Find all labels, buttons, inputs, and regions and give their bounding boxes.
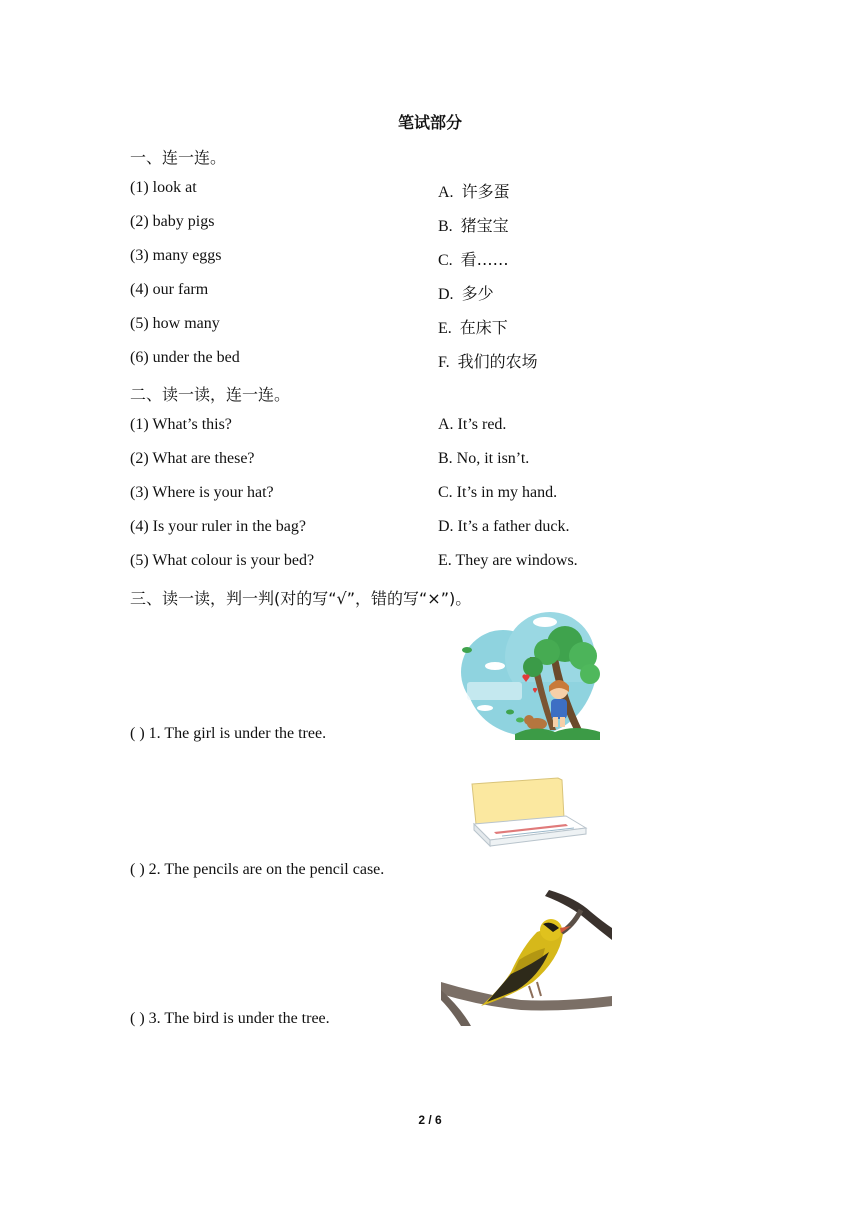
match-right: 在床下 bbox=[459, 318, 508, 337]
answer-right: E. They are windows. bbox=[438, 552, 578, 569]
section2-heading: 二、读一读，连一连。 bbox=[130, 385, 291, 404]
match-letter: C. bbox=[438, 252, 453, 269]
list-item bbox=[130, 416, 730, 440]
list-item bbox=[130, 315, 730, 339]
match-letter: D. bbox=[438, 286, 454, 303]
match-left: (5) how many bbox=[130, 315, 220, 332]
judge-question: ( ) 1. The girl is under the tree. bbox=[130, 725, 327, 742]
match-left: (1) look at bbox=[130, 179, 197, 196]
question-left: (5) What colour is your bed? bbox=[130, 552, 315, 569]
question-left: (2) What are these? bbox=[130, 450, 255, 467]
list-item bbox=[130, 281, 730, 305]
list-item bbox=[130, 484, 730, 508]
match-left: (3) many eggs bbox=[130, 247, 222, 264]
answer-right: C. It’s in my hand. bbox=[438, 484, 558, 501]
match-left: (6) under the bed bbox=[130, 349, 240, 366]
girl-under-tree-illustration bbox=[455, 612, 605, 744]
match-right: 多少 bbox=[461, 284, 494, 303]
match-right: 许多蛋 bbox=[461, 182, 510, 201]
match-right: 我们的农场 bbox=[457, 352, 538, 371]
list-item bbox=[130, 518, 730, 542]
match-letter: B. bbox=[438, 218, 453, 235]
judge-question: ( ) 3. The bird is under the tree. bbox=[130, 1010, 330, 1027]
answer-right: A. It’s red. bbox=[438, 416, 507, 433]
page-number: 2 / 6 bbox=[418, 1113, 442, 1127]
match-left: (4) our farm bbox=[130, 281, 209, 298]
match-left: (2) baby pigs bbox=[130, 213, 215, 230]
question-left: (1) What’s this? bbox=[130, 416, 232, 433]
yellow-bird-on-branch-photo bbox=[441, 890, 612, 1026]
list-item bbox=[130, 450, 730, 474]
open-pencil-case-illustration bbox=[466, 774, 590, 848]
list-item bbox=[130, 213, 730, 237]
list-item bbox=[130, 247, 730, 271]
section3-heading: 三、读一读，判一判(对的写“√”，错的写“×”)。 bbox=[130, 589, 472, 608]
list-item bbox=[130, 349, 730, 373]
list-item bbox=[130, 552, 730, 576]
match-letter: A. bbox=[438, 184, 454, 201]
judge-question: ( ) 2. The pencils are on the pencil case. bbox=[130, 861, 385, 878]
match-right: 看…… bbox=[460, 250, 509, 269]
answer-right: B. No, it isn’t. bbox=[438, 450, 530, 467]
section1-heading: 一、连一连。 bbox=[130, 148, 227, 167]
match-letter: F. bbox=[438, 354, 450, 371]
match-right: 猪宝宝 bbox=[460, 216, 509, 235]
list-item bbox=[130, 179, 730, 203]
answer-right: D. It’s a father duck. bbox=[438, 518, 570, 535]
question-left: (4) Is your ruler in the bag? bbox=[130, 518, 306, 535]
question-left: (3) Where is your hat? bbox=[130, 484, 274, 501]
page-title: 笔试部分 bbox=[397, 113, 462, 132]
match-letter: E. bbox=[438, 320, 452, 337]
